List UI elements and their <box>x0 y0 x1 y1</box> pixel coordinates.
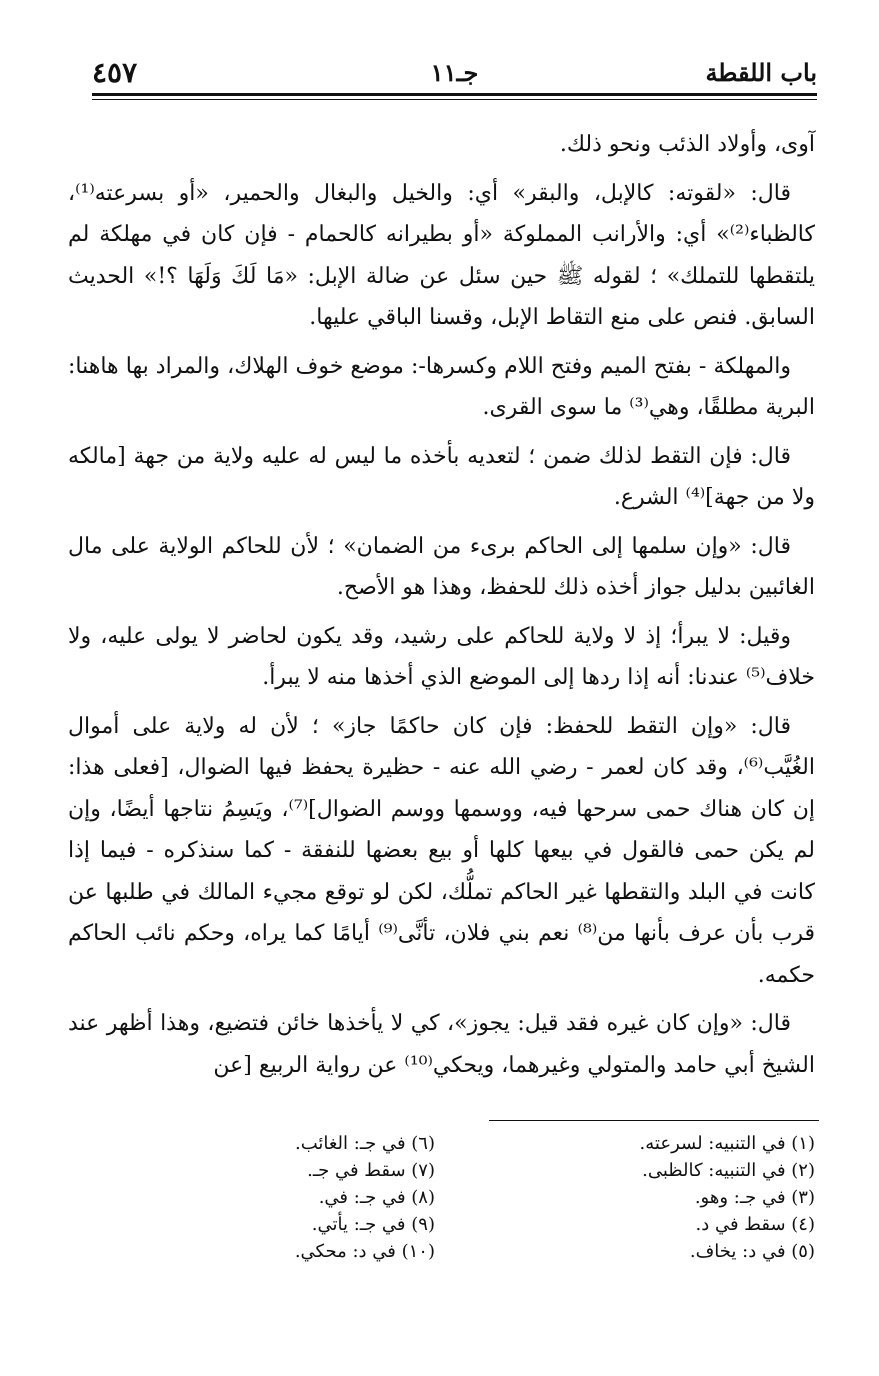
paragraph: آوى، وأولاد الذئب ونحو ذلك. <box>559 132 815 157</box>
page-number: ٤٥٧ <box>92 56 138 89</box>
footnote: (٢) في التنبيه: كالظبى. <box>642 1160 815 1181</box>
paragraph: قال: «وإن كان غيره فقد قيل: يجوز»، كي لا يأخذها خائن فتضيع، وهذا أظهر عند الشيخ أبي حامد والمتولي وغيرهما، ويحكي⁽¹⁰⁾ عن رواية الربيع [عن <box>68 1011 815 1078</box>
footnotes-column-left <box>135 1130 435 1265</box>
paragraph: قال: فإن التقط لذلك ضمن ؛ لتعديه بأخذه ما ليس له عليه ولاية من جهة [مالكه ولا من جهة]⁽⁴⁾ الشرع. <box>68 443 815 510</box>
footnote: (٩) في جـ: يأتي. <box>311 1214 435 1235</box>
footnote-separator <box>489 1120 819 1121</box>
footnote: (١) في التنبيه: لسرعته. <box>639 1133 815 1154</box>
chapter-title: باب اللقطة <box>705 58 817 87</box>
footnote: (٨) في جـ: في. <box>318 1187 435 1208</box>
volume-label: جـ١١ <box>430 58 479 87</box>
footnote: (٣) في جـ: وهو. <box>694 1187 815 1208</box>
header-rule-thin <box>92 99 817 100</box>
paragraph: قال: «وإن سلمها إلى الحاكم برىء من الضمان» ؛ لأن للحاكم الولاية على مال الغائبين بدليل جواز أخذه ذلك للحفظ، وهذا هو الأصح. <box>68 533 815 600</box>
header-rule-thick <box>92 93 817 96</box>
main-text <box>68 124 815 1093</box>
footnote: (٧) سقط في جـ. <box>307 1160 435 1181</box>
running-header <box>92 56 817 92</box>
paragraph: وقيل: لا يبرأ؛ إذ لا ولاية للحاكم على رشيد، وقد يكون لحاضر لا يولى عليه، ولا خلاف⁽⁵⁾ عندنا: أنه إذا ردها إلى الموضع الذي أخذها منه لا يبرأ. <box>68 623 815 690</box>
footnotes-column-right <box>475 1130 815 1265</box>
footnote: (٥) في د: يخاف. <box>689 1241 815 1262</box>
footnote: (١٠) في د: محكي. <box>294 1241 435 1262</box>
footnote: (٤) سقط في د. <box>695 1214 815 1235</box>
footnote: (٦) في جـ: الغائب. <box>294 1133 435 1154</box>
paragraph: قال: «وإن التقط للحفظ: فإن كان حاكمًا جاز» ؛ لأن له ولاية على أموال الغُيَّب⁽⁶⁾، وقد كان لعمر - رضي الله عنه - حظيرة يحفظ فيها الضوال، [فعلى هذا: إن كان هناك حمى سرحها فيه، ووسمها ووسم الضوال]⁽⁷⁾، ويَسِمُ نتاجها أيضًا، وإن لم يكن حمى فالقول في بيعها كلها أو بيع بعضها للنفقة - كما سنذكره - فيما إذا كانت في البلد والتقطها غير الحاكم تملُّك، لكن لو توقع مجيء المالك في طلبها عن قرب بأن عرف بأنها من⁽⁸⁾ نعم بني فلان، تأنَّى⁽⁹⁾ أيامًا كما يراه، وحكم نائب الحاكم حكمه. <box>68 713 815 988</box>
paragraph: والمهلكة - بفتح الميم وفتح اللام وكسرها-: موضع خوف الهلاك، والمراد بها هاهنا: البرية مطلقًا، وهي⁽³⁾ ما سوى القرى. <box>68 353 815 420</box>
paragraph: قال: «لقوته: كالإبل، والبقر» أي: والخيل والبغال والحمير، «أو بسرعته⁽¹⁾، كالظباء⁽²⁾» أي: والأرانب المملوكة «أو بطيرانه كالحمام - فإن كان في مهلكة لم يلتقطها للتملك» ؛ لقوله ﷺ حين سئل عن ضالة الإبل: «مَا لَكَ وَلَهَا ؟!» الحديث السابق. فنص على منع التقاط الإبل، وقسنا الباقي عليها. <box>68 180 815 330</box>
